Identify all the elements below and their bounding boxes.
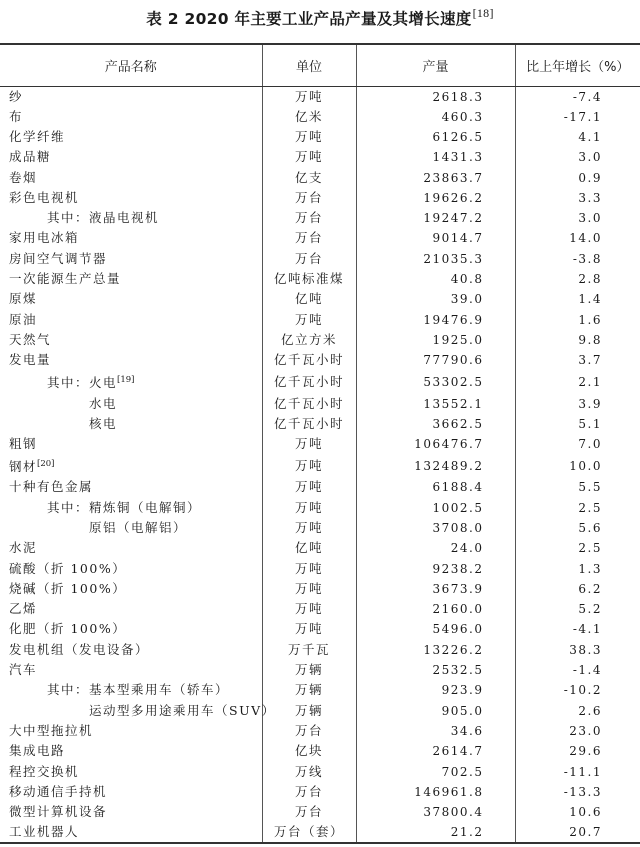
product-name: 烧碱（折 100%）: [9, 580, 127, 596]
product-name-cell: [0, 477, 262, 497]
table-row: [0, 721, 640, 741]
unit-cell: 万吨: [262, 579, 356, 599]
product-name: 卷烟: [9, 169, 38, 185]
table-row: [0, 782, 640, 802]
output-cell: 5496.0: [356, 619, 515, 639]
output-cell: 53302.5: [356, 370, 515, 393]
growth-cell: 5.6: [515, 518, 640, 538]
unit-cell: 亿支: [262, 167, 356, 187]
output-cell: 905.0: [356, 701, 515, 721]
growth-cell: -13.3: [515, 782, 640, 802]
unit-cell: 万吨: [262, 127, 356, 147]
table-title: [0, 6, 640, 29]
table-row: [0, 640, 640, 660]
table-row: [0, 802, 640, 822]
unit-cell: 万台: [262, 208, 356, 228]
product-name-cell: [0, 309, 262, 329]
output-cell: 9238.2: [356, 558, 515, 578]
output-cell: 19476.9: [356, 309, 515, 329]
output-cell: 23863.7: [356, 167, 515, 187]
product-name: 纱: [9, 88, 24, 104]
product-name: 水泥: [9, 540, 38, 556]
product-name-cell: [0, 107, 262, 127]
product-name-cell: [0, 498, 262, 518]
product-name: 工业机器人: [9, 824, 80, 840]
footnote-marker: [20]: [37, 459, 55, 470]
product-name-cell: [0, 269, 262, 289]
product-name-cell: [0, 579, 262, 599]
growth-cell: 23.0: [515, 721, 640, 741]
product-name: 原煤: [9, 291, 38, 307]
growth-cell: 6.2: [515, 579, 640, 599]
product-name: 水电: [89, 395, 118, 411]
table-row: [0, 188, 640, 208]
product-name: 汽车: [9, 662, 38, 678]
product-name: 原油: [9, 311, 38, 327]
product-name-cell: [0, 289, 262, 309]
table-row: [0, 454, 640, 477]
output-cell: 923.9: [356, 680, 515, 700]
output-cell: 2160.0: [356, 599, 515, 619]
unit-cell: 亿块: [262, 741, 356, 761]
growth-cell: 14.0: [515, 228, 640, 248]
growth-cell: 2.5: [515, 498, 640, 518]
table-row: [0, 538, 640, 558]
table-row: [0, 208, 640, 228]
output-cell: 1002.5: [356, 498, 515, 518]
table-row: [0, 249, 640, 269]
output-cell: 3708.0: [356, 518, 515, 538]
product-name-cell: [0, 370, 262, 393]
unit-cell: 万辆: [262, 701, 356, 721]
product-name-cell: [0, 741, 262, 761]
unit-cell: 万吨: [262, 86, 356, 107]
growth-cell: -3.8: [515, 249, 640, 269]
product-name-cell: [0, 721, 262, 741]
unit-cell: 亿吨标准煤: [262, 269, 356, 289]
header-unit: 单位: [262, 44, 356, 86]
unit-cell: 万吨: [262, 147, 356, 167]
product-name: 粗钢: [9, 436, 38, 452]
table-row: [0, 269, 640, 289]
product-name: 彩色电视机: [9, 189, 80, 205]
growth-cell: -11.1: [515, 761, 640, 781]
table-row: [0, 660, 640, 680]
table-row: [0, 477, 640, 497]
table-row: [0, 619, 640, 639]
growth-cell: 9.8: [515, 330, 640, 350]
output-cell: 132489.2: [356, 454, 515, 477]
product-name-cell: [0, 208, 262, 228]
table-row: [0, 330, 640, 350]
unit-cell: 万吨: [262, 498, 356, 518]
product-name-cell: [0, 350, 262, 370]
product-name: 布: [9, 108, 24, 124]
unit-cell: 万台: [262, 782, 356, 802]
output-cell: 3673.9: [356, 579, 515, 599]
product-name-cell: [0, 330, 262, 350]
growth-cell: 1.4: [515, 289, 640, 309]
unit-cell: 万吨: [262, 309, 356, 329]
output-cell: 9014.7: [356, 228, 515, 248]
product-name: 一次能源生产总量: [9, 271, 122, 287]
growth-cell: -10.2: [515, 680, 640, 700]
unit-cell: 亿立方米: [262, 330, 356, 350]
table-row: [0, 599, 640, 619]
output-cell: 6126.5: [356, 127, 515, 147]
table-row: [0, 167, 640, 187]
product-name-cell: [0, 782, 262, 802]
table-row: [0, 147, 640, 167]
table-row: [0, 350, 640, 370]
unit-cell: 万吨: [262, 619, 356, 639]
unit-cell: 亿吨: [262, 538, 356, 558]
growth-cell: 5.2: [515, 599, 640, 619]
product-name-cell: [0, 454, 262, 477]
product-name: 化学纤维: [9, 128, 66, 144]
header-growth: 比上年增长（%）: [515, 44, 640, 86]
product-name-cell: [0, 518, 262, 538]
product-name-cell: [0, 599, 262, 619]
output-cell: 3662.5: [356, 414, 515, 434]
output-cell: 37800.4: [356, 802, 515, 822]
product-name: 集成电路: [9, 743, 66, 759]
product-name: 化肥（折 100%）: [9, 621, 127, 637]
product-name: 运动型多用途乘用车（SUV）: [89, 702, 276, 718]
growth-cell: 1.3: [515, 558, 640, 578]
growth-cell: 0.9: [515, 167, 640, 187]
product-name-cell: [0, 127, 262, 147]
product-name: 硫酸（折 100%）: [9, 560, 127, 576]
table-row: [0, 741, 640, 761]
growth-cell: 5.5: [515, 477, 640, 497]
table-row: [0, 558, 640, 578]
growth-cell: 2.5: [515, 538, 640, 558]
footnote-marker: [19]: [117, 375, 135, 386]
growth-cell: 1.6: [515, 309, 640, 329]
product-name: 天然气: [9, 331, 52, 347]
product-name-cell: [0, 538, 262, 558]
product-name: 成品糖: [9, 149, 52, 165]
output-cell: 34.6: [356, 721, 515, 741]
unit-cell: 万吨: [262, 477, 356, 497]
unit-cell: 亿千瓦小时: [262, 393, 356, 413]
growth-cell: 2.6: [515, 701, 640, 721]
unit-cell: 万吨: [262, 558, 356, 578]
output-cell: 21.2: [356, 822, 515, 843]
growth-cell: 3.9: [515, 393, 640, 413]
product-name: 其中：火电: [47, 375, 118, 391]
table-row: [0, 701, 640, 721]
header-product-name: 产品名称: [0, 44, 262, 86]
unit-cell: 万吨: [262, 454, 356, 477]
growth-cell: 10.6: [515, 802, 640, 822]
product-name-cell: [0, 761, 262, 781]
industrial-products-table: [0, 43, 640, 844]
product-name-cell: [0, 660, 262, 680]
output-cell: 13552.1: [356, 393, 515, 413]
unit-cell: 万台: [262, 228, 356, 248]
table-row: [0, 228, 640, 248]
product-name-cell: [0, 228, 262, 248]
product-name-cell: [0, 680, 262, 700]
output-cell: 13226.2: [356, 640, 515, 660]
output-cell: 146961.8: [356, 782, 515, 802]
title-footnote: [18]: [472, 6, 494, 20]
output-cell: 106476.7: [356, 434, 515, 454]
unit-cell: 万吨: [262, 599, 356, 619]
output-cell: 1431.3: [356, 147, 515, 167]
product-name-cell: [0, 640, 262, 660]
product-name-cell: [0, 167, 262, 187]
output-cell: 21035.3: [356, 249, 515, 269]
product-name: 微型计算机设备: [9, 804, 108, 820]
product-name: 程控交换机: [9, 763, 80, 779]
unit-cell: 万千瓦: [262, 640, 356, 660]
table-row: [0, 414, 640, 434]
unit-cell: 亿千瓦小时: [262, 350, 356, 370]
table-row: [0, 434, 640, 454]
table-row: [0, 498, 640, 518]
product-name: 钢材: [9, 459, 38, 475]
product-name: 核电: [89, 415, 118, 431]
table-row: [0, 680, 640, 700]
table-body: [0, 86, 640, 843]
unit-cell: 万台: [262, 188, 356, 208]
unit-cell: 亿吨: [262, 289, 356, 309]
unit-cell: 万线: [262, 761, 356, 781]
table-row: [0, 127, 640, 147]
header-output: 产量: [356, 44, 515, 86]
unit-cell: 万台: [262, 802, 356, 822]
table-row: [0, 370, 640, 393]
growth-cell: 2.8: [515, 269, 640, 289]
product-name-cell: [0, 188, 262, 208]
unit-cell: 万台: [262, 721, 356, 741]
unit-cell: 万辆: [262, 660, 356, 680]
product-name-cell: [0, 802, 262, 822]
table-title-text: 表 2 2020 年主要工业产品产量及其增长速度: [146, 10, 472, 28]
output-cell: 40.8: [356, 269, 515, 289]
table-row: [0, 309, 640, 329]
product-name: 房间空气调节器: [9, 250, 108, 266]
product-name: 其中：基本型乘用车（轿车）: [47, 682, 230, 698]
product-name: 乙烯: [9, 601, 38, 617]
unit-cell: 万台: [262, 249, 356, 269]
output-cell: 2614.7: [356, 741, 515, 761]
growth-cell: -17.1: [515, 107, 640, 127]
product-name-cell: [0, 86, 262, 107]
product-name-cell: [0, 147, 262, 167]
table-row: [0, 289, 640, 309]
product-name: 原铝（电解铝）: [89, 519, 188, 535]
growth-cell: 5.1: [515, 414, 640, 434]
growth-cell: 10.0: [515, 454, 640, 477]
growth-cell: 3.3: [515, 188, 640, 208]
output-cell: 6188.4: [356, 477, 515, 497]
product-name: 家用电冰箱: [9, 230, 80, 246]
product-name-cell: [0, 822, 262, 843]
growth-cell: 38.3: [515, 640, 640, 660]
unit-cell: 万吨: [262, 434, 356, 454]
growth-cell: 3.7: [515, 350, 640, 370]
product-name: 移动通信手持机: [9, 783, 108, 799]
table-row: [0, 86, 640, 107]
growth-cell: 3.0: [515, 147, 640, 167]
unit-cell: 亿米: [262, 107, 356, 127]
unit-cell: 万台（套）: [262, 822, 356, 843]
product-name-cell: [0, 249, 262, 269]
table-row: [0, 579, 640, 599]
product-name: 发电量: [9, 352, 52, 368]
product-name-cell: [0, 434, 262, 454]
table-header-row: [0, 44, 640, 86]
output-cell: 702.5: [356, 761, 515, 781]
table-row: [0, 761, 640, 781]
unit-cell: 万辆: [262, 680, 356, 700]
product-name-cell: [0, 558, 262, 578]
product-name-cell: [0, 393, 262, 413]
output-cell: 2532.5: [356, 660, 515, 680]
growth-cell: -1.4: [515, 660, 640, 680]
output-cell: 24.0: [356, 538, 515, 558]
table-row: [0, 822, 640, 843]
output-cell: 460.3: [356, 107, 515, 127]
output-cell: 19626.2: [356, 188, 515, 208]
unit-cell: 亿千瓦小时: [262, 370, 356, 393]
growth-cell: -4.1: [515, 619, 640, 639]
product-name: 其中：液晶电视机: [47, 210, 160, 226]
growth-cell: 29.6: [515, 741, 640, 761]
growth-cell: 7.0: [515, 434, 640, 454]
table-row: [0, 107, 640, 127]
unit-cell: 万吨: [262, 518, 356, 538]
growth-cell: 2.1: [515, 370, 640, 393]
product-name: 发电机组（发电设备）: [9, 641, 150, 657]
product-name: 大中型拖拉机: [9, 722, 94, 738]
output-cell: 1925.0: [356, 330, 515, 350]
product-name: 其中：精炼铜（电解铜）: [47, 499, 202, 515]
table-row: [0, 393, 640, 413]
growth-cell: 3.0: [515, 208, 640, 228]
output-cell: 77790.6: [356, 350, 515, 370]
output-cell: 19247.2: [356, 208, 515, 228]
product-name-cell: [0, 619, 262, 639]
growth-cell: -7.4: [515, 86, 640, 107]
growth-cell: 20.7: [515, 822, 640, 843]
growth-cell: 4.1: [515, 127, 640, 147]
output-cell: 2618.3: [356, 86, 515, 107]
product-name-cell: [0, 701, 276, 721]
product-name-cell: [0, 414, 262, 434]
unit-cell: 亿千瓦小时: [262, 414, 356, 434]
product-name: 十种有色金属: [9, 479, 94, 495]
output-cell: 39.0: [356, 289, 515, 309]
table-row: [0, 518, 640, 538]
